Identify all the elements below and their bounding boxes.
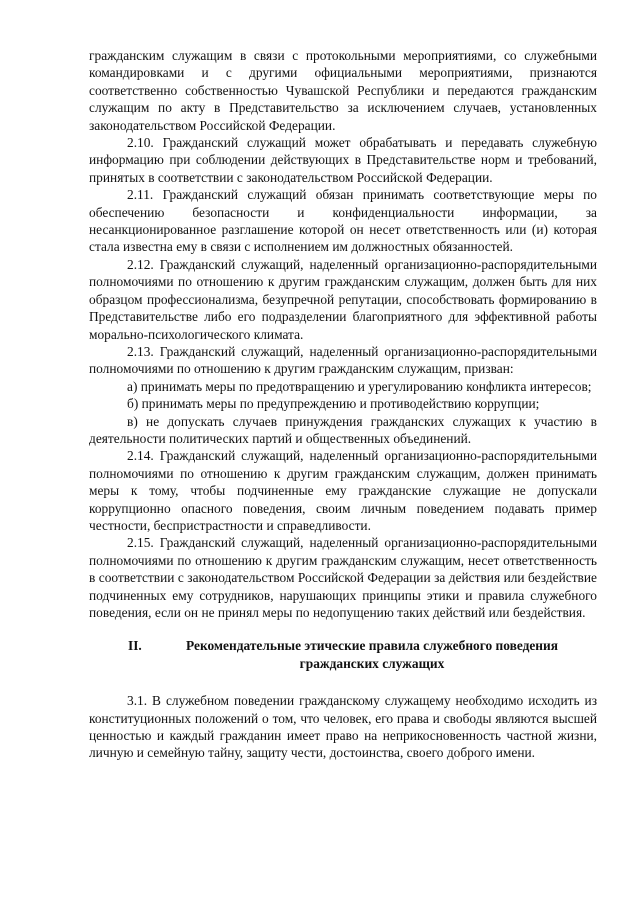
- section-title: Рекомендательные этические правила служебного поведения гражданских служащих: [186, 638, 558, 671]
- paragraph-2-13-b: б) принимать меры по предупреждению и противодействию коррупции;: [127, 396, 540, 412]
- paragraph-2-13-c: в) не допускать случаев принуждения гражданских служащих к участию в деятельности политических партий и общественных объединений.: [89, 413, 597, 446]
- paragraph-2-13: 2.13. Гражданский служащий, наделенный организационно-распорядительными полномочиями по отношению к другим гражданским служащим, призван:: [89, 343, 597, 377]
- section-heading: [89, 637, 597, 672]
- paragraph-2-15: 2.15. Гражданский служащий, наделенный организационно-распорядительными полномочиями по отношению к другим гражданским служащим, несет ответственность в соответствии с законодательством Российской Федерации за действия или бездействие подчиненных ему сотрудников, нарушающих принципы этики и правила служебного поведения, если он не принял меры по недопущению таких действий или бездействия.: [89, 535, 597, 620]
- section-number: II.: [128, 638, 142, 654]
- paragraph-2-13-a: а) принимать меры по предотвращению и урегулированию конфликта интересов;: [127, 378, 592, 394]
- paragraph-2-14: 2.14. Гражданский служащий, наделенный организационно-распорядительными полномочиями по отношению к другим гражданским служащим, должен принимать меры к тому, чтобы подчиненные ему гражданские служащие не допускали коррупционно опасного поведения, своим личным поведением подавать пример честности, беспристрастности и справедливости.: [89, 448, 597, 533]
- document-page: [89, 47, 597, 762]
- paragraph-continuation: гражданским служащим в связи с протокольными мероприятиями, со служебными командировками и с другими официальными мероприятиями, признаются соответственно собственностью Чувашской Республики и передаются гражданским служащим по акту в Представительство за исключением случаев, установленных законодательством Российской Федерации.: [89, 48, 597, 133]
- paragraph-2-11: 2.11. Гражданский служащий обязан принимать соответствующие меры по обеспечению безопасности и конфиденциальности информации, за несанкционированное разглашение которой он несет ответственность или (и) которая стала известна ему в связи с исполнением им должностных обязанностей.: [89, 187, 597, 255]
- paragraph-2-10: 2.10. Гражданский служащий может обрабатывать и передавать служебную информацию при соблюдении действующих в Представительстве норм и требований, принятых в соответствии с законодательством Российской Федерации.: [89, 135, 597, 185]
- paragraph-2-12: 2.12. Гражданский служащий, наделенный организационно-распорядительными полномочиями по отношению к другим гражданским служащим, должен быть для них образцом профессионализма, безупречной репутации, способствовать формированию в Представительстве либо его подразделении благоприятного для эффективной работы морально-психологического климата.: [89, 256, 597, 342]
- paragraph-3-1: 3.1. В служебном поведении гражданскому служащему необходимо исходить из конституционных положений о том, что человек, его права и свободы являются высшей ценностью и каждый гражданин имеет право на неприкосновенность частной жизни, личную и семейную тайну, защиту чести, достоинства, своего доброго имени.: [89, 693, 597, 761]
